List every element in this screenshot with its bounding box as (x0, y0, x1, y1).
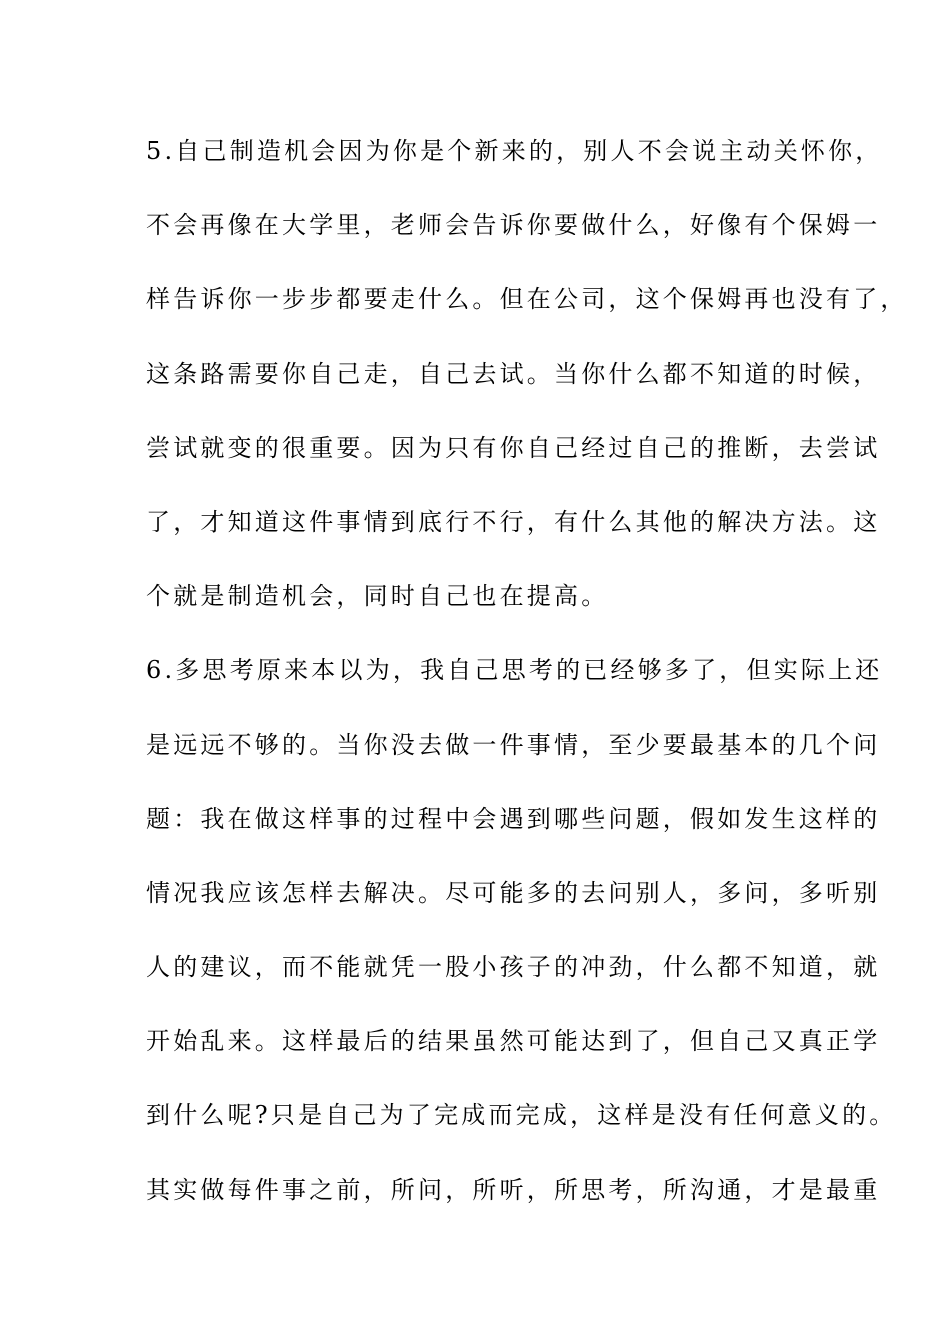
text-line-3: 样告诉你一步步都要走什么。但在公司，这个保姆再也没有了， (146, 285, 908, 314)
text-line-2: 不会再像在大学里，老师会告诉你要做什么，好像有个保姆一 (146, 211, 881, 240)
body-text (146, 127, 908, 1240)
text-line-1: 5.自己制造机会因为你是个新来的，别人不会说主动关怀你， (146, 137, 883, 165)
text-line-6: 了，才知道这件事情到底行不行，有什么其他的解决方法。这 (146, 507, 881, 536)
text-line-10: 题：我在做这样事的过程中会遇到哪些问题，假如发生这样的 (146, 804, 881, 833)
text-line-12: 人的建议，而不能就凭一股小孩子的冲劲，什么都不知道，就 (146, 953, 881, 982)
text-line-9: 是远远不够的。当你没去做一件事情，至少要最基本的几个问 (146, 730, 881, 759)
text-line-15: 其实做每件事之前，所问，所听，所思考，所沟通，才是最重 (146, 1175, 881, 1204)
text-line-7: 个就是制造机会，同时自己也在提高。 (146, 582, 609, 611)
text-line-11: 情况我应该怎样去解决。尽可能多的去问别人，多问，多听别 (146, 878, 881, 907)
text-line-8: 6.多思考原来本以为，我自己思考的已经够多了，但实际上还 (146, 656, 883, 685)
text-line-4: 这条路需要你自己走，自己去试。当你什么都不知道的时候， (146, 359, 881, 388)
text-line-13: 开始乱来。这样最后的结果虽然可能达到了，但自己又真正学 (146, 1027, 881, 1056)
text-line-14: 到什么呢?只是自己为了完成而完成，这样是没有任何意义的。 (146, 1101, 897, 1130)
text-line-5: 尝试就变的很重要。因为只有你自己经过自己的推断，去尝试 (146, 433, 881, 462)
